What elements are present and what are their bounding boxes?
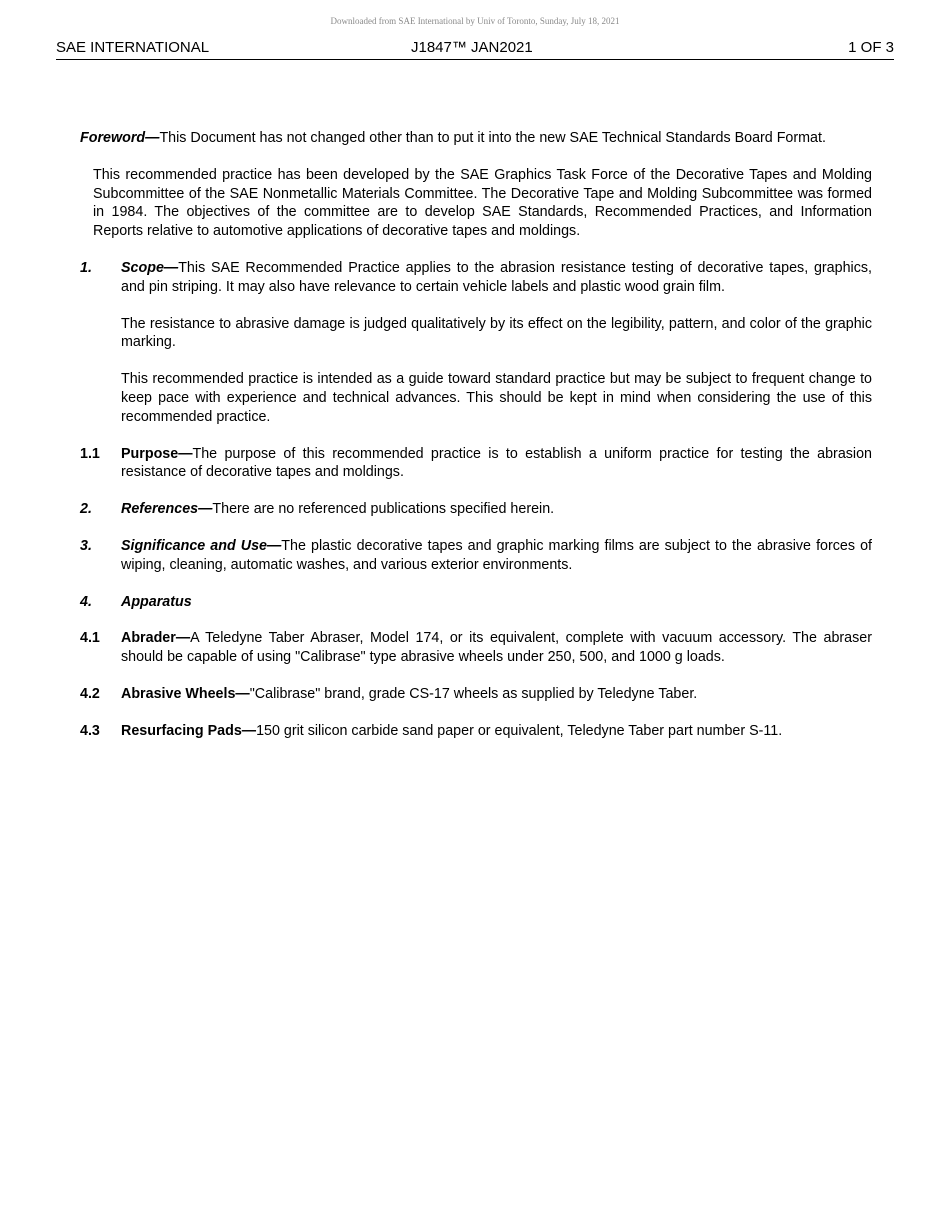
header-organization: SAE INTERNATIONAL xyxy=(56,39,210,56)
scope-paragraph-1 xyxy=(121,259,872,297)
section-purpose xyxy=(80,445,872,483)
section-number: 1. xyxy=(80,259,92,276)
section-text: This SAE Recommended Practice applies to the abrasion resistance testing of decorative tapes, graphics, and pin striping. It may also have relevance to certain vehicle labels and plastic wood grain film. xyxy=(121,259,872,295)
section-number: 1.1 xyxy=(80,445,100,462)
page-header xyxy=(56,39,894,60)
section-text: There are no referenced publications specified herein. xyxy=(212,501,555,518)
significance-paragraph xyxy=(121,537,872,575)
section-heading: Significance and Use— xyxy=(121,537,282,554)
section-scope xyxy=(80,259,872,427)
section-number: 4. xyxy=(80,593,92,610)
purpose-paragraph xyxy=(121,445,872,483)
header-document-id: J1847™ JAN2021 xyxy=(411,39,533,56)
abrader-paragraph xyxy=(121,629,872,667)
section-number: 4.2 xyxy=(80,685,100,702)
section-apparatus xyxy=(80,593,872,612)
section-heading: Apparatus xyxy=(121,593,192,610)
scope-paragraph-2: The resistance to abrasive damage is judged qualitatively by its effect on the legibility, pattern, and color of the graphic marking. xyxy=(121,315,872,351)
section-text: The plastic decorative tapes and graphic marking films are subject to the abrasive forces of wiping, cleaning, automatic washes, and various exterior environments. xyxy=(121,537,872,573)
scope-paragraph-3: This recommended practice is intended as a guide toward standard practice but may be subject to frequent change to keep pace with experience and technical advances. This should be kept in mind when considering the use of this recommended practice. xyxy=(121,371,872,425)
section-abrader xyxy=(80,629,872,667)
section-significance xyxy=(80,537,872,575)
foreword xyxy=(80,129,872,148)
section-number: 2. xyxy=(80,501,92,518)
foreword-heading: Foreword— xyxy=(80,130,160,146)
header-page-number: 1 OF 3 xyxy=(848,39,894,56)
section-heading: Resurfacing Pads— xyxy=(121,722,257,739)
document-body xyxy=(80,129,872,741)
apparatus-heading-line xyxy=(121,593,872,612)
section-text: "Calibrase" brand, grade CS-17 wheels as supplied by Teledyne Taber. xyxy=(249,685,698,702)
section-text: 150 grit silicon carbide sand paper or equivalent, Teledyne Taber part number S-11. xyxy=(256,722,783,739)
section-references xyxy=(80,500,872,519)
section-heading: Scope— xyxy=(121,259,179,276)
foreword-paragraph: This recommended practice has been developed by the SAE Graphics Task Force of the Decorative Tapes and Molding Subcommittee of the SAE Nonmetallic Materials Committee. The Decorative Tape and Molding Subcommittee was formed in 1984. The objectives of the committee are to develop SAE Standards, Recommended Practices, and Information Reports relative to automotive applications of decorative tapes and moldings. xyxy=(93,166,872,240)
section-number: 4.1 xyxy=(80,630,100,647)
section-heading: Abrasive Wheels— xyxy=(121,685,250,702)
download-notice: Downloaded from SAE International by Univ of Toronto, Sunday, July 18, 2021 xyxy=(330,16,620,26)
section-number: 3. xyxy=(80,537,92,554)
section-text: A Teledyne Taber Abraser, Model 174, or its equivalent, complete with vacuum accessory. The abraser should be capable of using "Calibrase" type abrasive wheels under 250, 500, and 1000 g loads. xyxy=(121,630,872,666)
resurfacing-pads-paragraph xyxy=(121,722,872,741)
section-abrasive-wheels xyxy=(80,685,872,704)
section-text: The purpose of this recommended practice is to establish a uniform practice for testing the abrasion resistance of decorative tapes and moldings. xyxy=(121,445,872,481)
section-heading: Abrader— xyxy=(121,630,191,647)
references-paragraph xyxy=(121,500,872,519)
section-resurfacing-pads xyxy=(80,722,872,741)
section-heading: Purpose— xyxy=(121,445,193,462)
section-heading: References— xyxy=(121,501,213,518)
section-number: 4.3 xyxy=(80,722,100,739)
foreword-text: This Document has not changed other than to put it into the new SAE Technical Standards Board Format. xyxy=(159,130,826,146)
abrasive-wheels-paragraph xyxy=(121,685,872,704)
